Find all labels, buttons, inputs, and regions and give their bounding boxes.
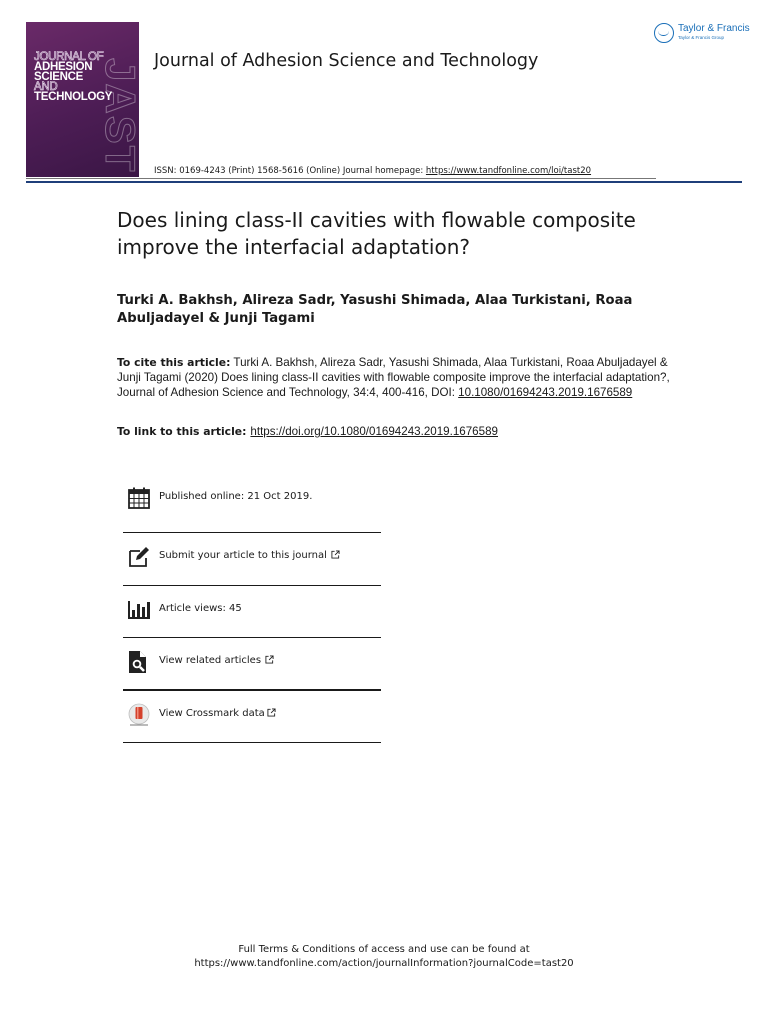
citation-doi-link[interactable]: 10.1080/01694243.2019.1676589 [458, 386, 633, 399]
external-link-icon [265, 655, 274, 664]
journal-cover [26, 22, 144, 177]
article-doi-link[interactable]: https://doi.org/10.1080/01694243.2019.1676589 [250, 425, 498, 438]
external-link-icon [267, 708, 276, 717]
crossmark-link[interactable] [123, 691, 381, 743]
citation-label: To cite this article: [117, 356, 231, 369]
footer-line-1: Full Terms & Conditions of access and use can be found at [238, 944, 530, 955]
article-views-item [123, 586, 381, 638]
crossmark-text[interactable]: View Crossmark data [159, 708, 276, 719]
journal-homepage-link[interactable]: https://www.tandfonline.com/loi/tast20 [425, 166, 592, 176]
citation-block [117, 355, 677, 400]
cover-title: JOURNAL OF ADHESION SCIENCE AND TECHNOLOGY [34, 51, 113, 103]
terms-footer [0, 943, 768, 971]
published-online-text: Published online: 21 Oct 2019. [159, 491, 313, 502]
published-online-item [123, 474, 381, 526]
publisher-name: Taylor & Francis [678, 23, 750, 34]
issn-line: ISSN: 0169-4243 (Print) 1568-5616 (Online) Journal homepage: https://www.tandfonline.com/loi/tast20 [154, 166, 592, 176]
article-authors: Turki A. Bakhsh, Alireza Sadr, Yasushi Shimada, Alaa Turkistani, Roaa Abuljadayel & Junji Tagami [117, 293, 633, 326]
submit-article-link[interactable] [123, 533, 381, 585]
edit-icon [127, 545, 151, 569]
article-link-block [117, 425, 498, 438]
publisher-group: Taylor & Francis Group [678, 35, 725, 40]
link-label: To link to this article: [117, 425, 247, 438]
article-views-text: Article views: 45 [159, 603, 242, 614]
item-divider [123, 742, 381, 743]
header-divider-thick [26, 181, 742, 183]
calendar-icon [127, 486, 151, 510]
journal-title: Journal of Adhesion Science and Technology [154, 51, 539, 71]
article-title: Does lining class-II cavities with flowable composite improve the interfacial adaptation? [117, 208, 636, 259]
crossmark-icon [127, 703, 151, 727]
citation-text: Turki A. Bakhsh, Alireza Sadr, Yasushi Shimada, Alaa Turkistani, Roaa Abuljadayel & Junji Tagami (2020) Does lining class-II cavities with flowable composite improve the interfacial adaptation?, Journal of Adhesion Science and Technology, 34:4, 400-416, DOI: [117, 356, 670, 399]
bar-chart-icon [127, 598, 151, 622]
submit-article-text[interactable]: Submit your article to this journal [159, 550, 340, 561]
cover-watermark: JAST [97, 58, 144, 174]
publisher-logo-icon [654, 23, 674, 43]
document-search-icon [127, 650, 151, 674]
related-articles-link[interactable] [123, 638, 381, 690]
taylor-francis-logo[interactable] [654, 21, 749, 47]
external-link-icon [331, 550, 340, 559]
header-divider-thin [26, 178, 656, 179]
related-articles-text[interactable]: View related articles [159, 655, 274, 666]
terms-link[interactable]: https://www.tandfonline.com/action/journalInformation?journalCode=tast20 [194, 958, 574, 969]
